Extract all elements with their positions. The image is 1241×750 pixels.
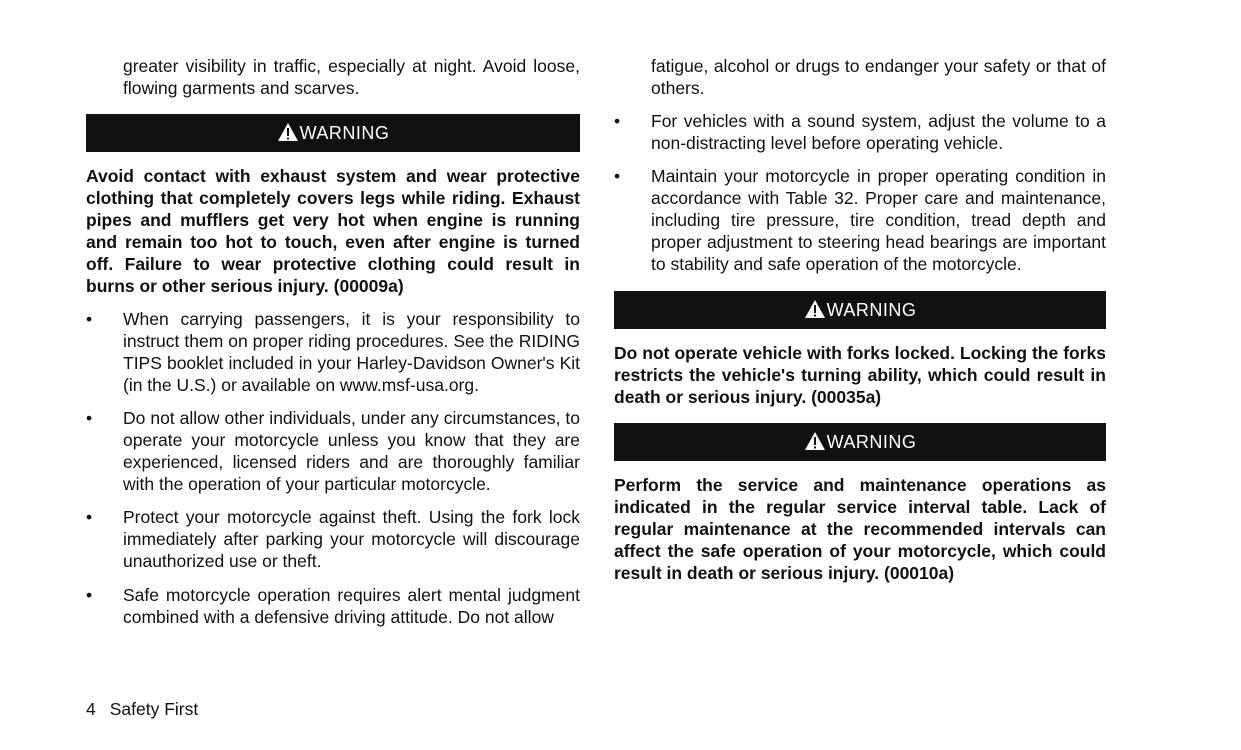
warning-banner-forks [614, 291, 1106, 329]
warning-label: WARNING [299, 122, 390, 143]
warning-banner-maintenance [614, 423, 1106, 461]
warning-triangle-icon [804, 431, 826, 451]
bullet-icon: • [86, 507, 93, 527]
bullet-text: For vehicles with a sound system, adjust the volume to a non-distracting level before operating vehicle. [651, 111, 1106, 153]
warning-text-exhaust: Avoid contact with exhaust system and wear protective clothing that completely covers legs while riding. Exhaust pipes and mufflers get very hot when engine is running and remain too hot to touch, even after engine is turned off. Failure to wear protective clothing could result in burns or other serious injury. (00009a) [86, 166, 580, 296]
bullet-text: Protect your motorcycle against theft. Using the fork lock immediately after parking your motorcycle will discourage unauthorized use or theft. [123, 507, 580, 571]
warning-label: WARNING [826, 431, 917, 452]
warning-triangle-icon [804, 299, 826, 319]
page-footer [86, 698, 198, 720]
bullet-text: Do not allow other individuals, under any circumstances, to operate your motorcycle unless you know that they are experienced, licensed riders and are thoroughly familiar with the operation of your particular motorcycle. [123, 408, 580, 494]
warning-text-maintenance: Perform the service and maintenance operations as indicated in the regular service interval table. Lack of regular maintenance at the recommended intervals can affect the safe operation of your motorcycle, which could result in death or serious injury. (00010a) [614, 475, 1106, 583]
bullet-icon: • [86, 585, 93, 605]
left-intro-text: greater visibility in traffic, especially at night. Avoid loose, flowing garments and scarves. [123, 56, 580, 98]
warning-banner-exhaust [86, 114, 580, 152]
bullet-text: Maintain your motorcycle in proper operating condition in accordance with Table 32. Proper care and maintenance, including tire pressure, tire condition, tread depth and proper adjustment to steering head bearings are important to stability and safe operation of the motorcycle. [651, 166, 1106, 274]
section-title: Safety First [109, 699, 199, 719]
bullet-icon: • [614, 166, 621, 186]
warning-triangle-icon [277, 122, 299, 142]
bullet-icon: • [614, 111, 621, 131]
bullet-icon: • [86, 408, 93, 428]
right-intro-text: fatigue, alcohol or drugs to endanger your safety or that of others. [651, 56, 1106, 98]
page-number: 4 [86, 699, 96, 719]
warning-text-forks: Do not operate vehicle with forks locked. Locking the forks restricts the vehicle's turning ability, which could result in death or serious injury. (00035a) [614, 343, 1106, 407]
bullet-text: Safe motorcycle operation requires alert mental judgment combined with a defensive driving attitude. Do not allow [123, 585, 580, 627]
warning-label: WARNING [826, 299, 917, 320]
bullet-icon: • [86, 309, 93, 329]
bullet-text: When carrying passengers, it is your responsibility to instruct them on proper riding procedures. See the RIDING TIPS booklet included in your Harley-Davidson Owner's Kit (in the U.S.) or available on www.msf-usa.org. [123, 309, 580, 395]
